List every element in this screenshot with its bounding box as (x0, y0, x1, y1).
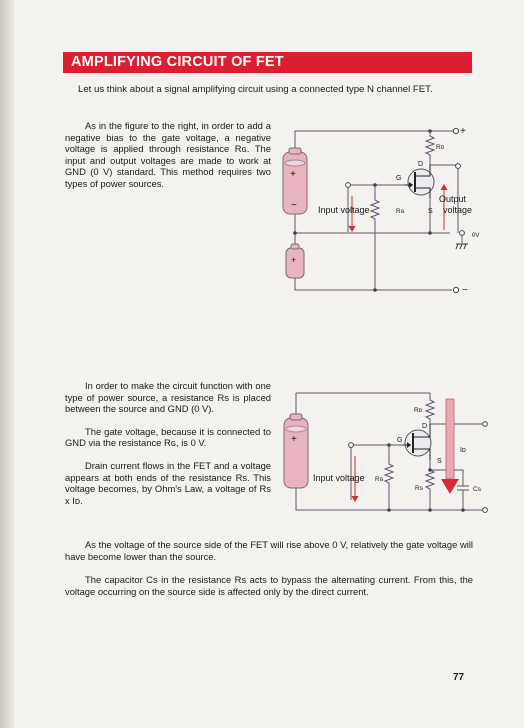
drain-current-arrow (441, 399, 459, 494)
gate-label: G (396, 175, 402, 182)
input-voltage-label: Input voltage (318, 205, 370, 215)
drain-label: D (418, 161, 424, 168)
gate-label: G (397, 437, 403, 444)
input-terminal (349, 443, 354, 448)
source-label: S (428, 208, 433, 215)
minus-label: − (462, 285, 468, 296)
intro-text: Let us think about a signal amplifying circuit using a connected type N channel FET. (78, 84, 433, 95)
paragraph-gate-voltage: The gate voltage, because it is connected to GND via the resistance Rɢ, is 0 V. (65, 425, 271, 449)
cs-label: Cs (473, 486, 481, 493)
rs-label: Rs (415, 485, 423, 492)
id-label: Iᴅ (460, 447, 466, 454)
zero-volt-label: 0V (472, 233, 480, 239)
battery-icon (284, 414, 308, 488)
rd-label: Rᴅ (436, 144, 445, 151)
battery-plus: + (291, 434, 297, 445)
paragraph-negative-bias: As in the figure to the right, in order to add a negative bias to the gate voltage, a negative voltage is applied through resistance Rɢ. The input and output voltages are made to work at GND (0 V) standard. This method requires two types of power sources. (65, 120, 271, 189)
plus-label: + (460, 126, 466, 137)
rg-label: Rɢ (396, 208, 405, 215)
source-label: S (437, 458, 442, 465)
ground-terminal (483, 508, 488, 513)
output-terminal (483, 422, 488, 427)
page-number: 77 (453, 672, 465, 683)
battery1-minus: − (291, 200, 297, 211)
paragraph-source-resistance: In order to make the circuit function with one type of power source, a resistance Rs is placed between the source and GND (0 V). (65, 380, 271, 415)
rd-label: Rᴅ (414, 407, 423, 414)
rg-label: Rɢ (375, 476, 384, 483)
battery2-plus: + (291, 255, 297, 265)
output-label: Output (439, 194, 467, 204)
paragraph-capacitor: The capacitor Cs in the resistance Rs acts to bypass the alternating current. From this, the voltage occurring on the source side is affected only by the direct current. (65, 574, 473, 597)
battery1-plus: + (290, 169, 296, 180)
input-voltage-label: Input voltage (313, 473, 365, 483)
paragraph-drain-current: Drain current flows in the FET and a voltage appears at both ends of the resistance Rs. This voltage becomes, by Ohm's Law, a voltage of Rs x Iᴅ. (65, 459, 271, 506)
section-title: AMPLIFYING CIRCUIT OF FET (71, 54, 284, 70)
output-voltage-label: voltage (443, 205, 473, 215)
drain-label: D (422, 423, 428, 430)
paragraph-source-voltage: As the voltage of the source side of the FET will rise above 0 V, relatively the gate voltage will have become lower than the source. (65, 539, 473, 562)
